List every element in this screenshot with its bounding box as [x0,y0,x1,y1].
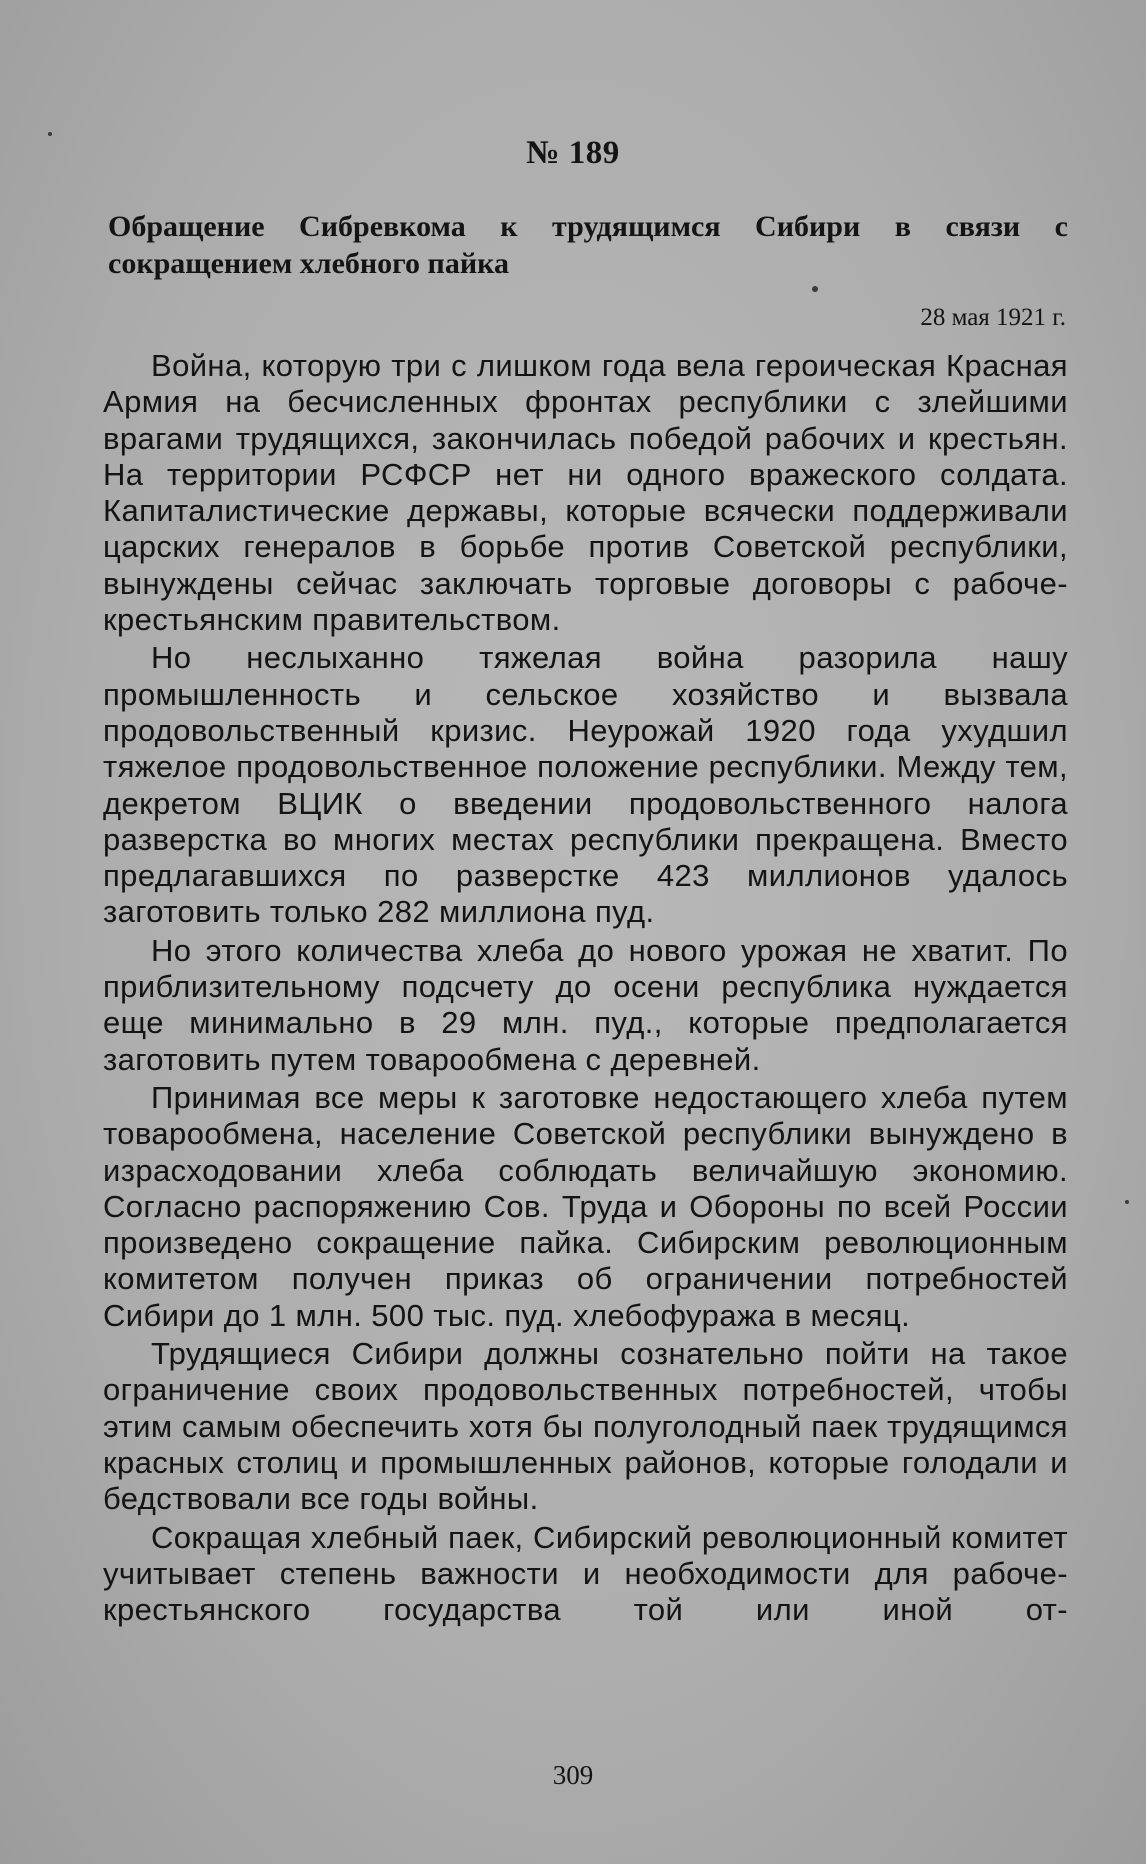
paragraph: Но этого количества хлеба до нового урожая не хватит. По приблизительному подсчету до осени республика нуждается еще минимально в 29 млн. пуд., которые предполагается заготовить путем товарообмена с деревней. [103,932,1068,1077]
scan-speck [1125,1200,1129,1204]
scan-speck [812,286,818,292]
document-number: № 189 [526,135,620,171]
document-date: 28 мая 1921 г. [920,304,1066,331]
paragraph: Сокращая хлебный паек, Сибирский революционный комитет учитывает степень важности и необходимости для рабоче-крестьянского государства той или иной от- [103,1519,1068,1628]
document-body [103,348,1068,1630]
document-title: Обращение Сибревкома к трудящимся Сибири в связи с сокращением хлебного пайка [108,210,1068,280]
paragraph: Принимая все меры к заготовке недостающего хлеба путем товарообмена, население Советской республики вынуждено в израсходовании хлеба соблюдать величайшую экономию. Согласно распоряжению Сов. Труда и Обороны по всей России произведено сокращение пайка. Сибирским революционным комитетом получен приказ об ограничении потребностей Сибири до 1 млн. 500 тыс. пуд. хлебофуража в месяц. [103,1079,1068,1333]
paragraph: Но неслыханно тяжелая война разорила нашу промышленность и сельское хозяйство и вызвала продовольственный кризис. Неурожай 1920 года ухудшил тяжелое продовольственное положение республики. Между тем, декретом ВЦИК о введении продовольственного налога разверстка во многих местах республики прекращена. Вместо предлагавшихся по разверстке 423 миллионов удалось заготовить только 282 миллиона пуд. [103,640,1068,930]
scan-speck [48,132,52,136]
paragraph: Война, которую три с лишком года вела героическая Красная Армия на бесчисленных фронтах республики с злейшими врагами трудящихся, закончилась победой рабочих и крестьян. На территории РСФСР нет ни одного вражеского солдата. Капиталистические державы, которые всячески поддерживали царских генералов в борьбе против Советской республики, вынуждены сейчас заключать торговые договоры с рабоче-крестьянским правительством. [103,348,1068,638]
paragraph: Трудящиеся Сибири должны сознательно пойти на такое ограничение своих продовольственных потребностей, чтобы этим самым обеспечить хотя бы полуголодный паек трудящимся красных столиц и промышленных районов, которые голодали и бедствовали все годы войны. [103,1336,1068,1517]
page-number: 309 [552,1760,594,1790]
